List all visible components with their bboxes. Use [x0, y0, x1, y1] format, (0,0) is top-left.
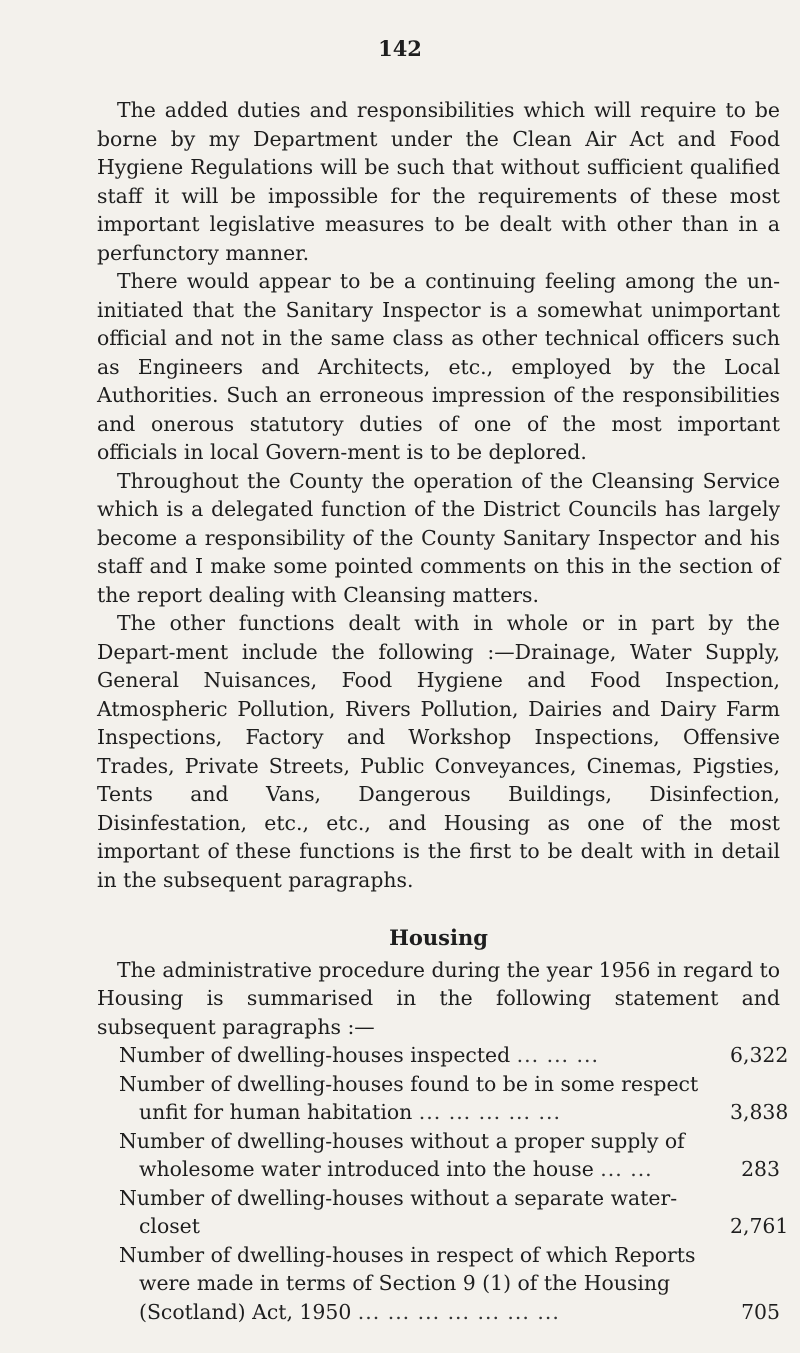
stat-row [97, 1241, 780, 1327]
stat-row [97, 1127, 780, 1184]
housing-statistics [97, 1041, 789, 1326]
document-body [97, 96, 789, 1326]
section-heading-housing: Housing [389, 925, 488, 950]
stat-row [97, 1184, 789, 1241]
stat-label: Number of dwelling-houses without a proper supply of wholesome water introduced into the house [119, 1128, 685, 1181]
dot-leader: ... ... ... ... ... [418, 1100, 561, 1124]
paragraph-cleansing-service: Throughout the County the operation of the Cleansing Service which is a delegated function of the District Councils has largely become a responsibility of the County Sanitary Inspector and his staff and I make some pointed comments on this in the section of the report dealing with Cleansing matters. [97, 468, 780, 607]
stat-label: Number of dwelling-houses in respect of which Reports were made in terms of Section 9 (1) of the Housing (Scotland) Act, 1950 [119, 1242, 696, 1324]
stat-label: Number of dwelling-houses without a separate water-closet [119, 1185, 678, 1238]
stat-row [97, 1070, 789, 1127]
page-number: 142 [378, 36, 422, 61]
paragraph-housing-intro: The administrative procedure during the year 1956 in regard to Housing is summarised in the following statement and subsequent paragraphs :— [97, 957, 780, 1039]
stat-label: Number of dwelling-houses found to be in some respect unfit for human habitation [119, 1071, 699, 1124]
stat-value: 283 [741, 1157, 780, 1181]
paragraph-other-functions: The other functions dealt with in whole or in part by the Depart-ment include the following :—Drainage, Water Supply, General Nuisances, Food Hygiene and Food Inspection, Atmospheric Pollution, Rivers Pollution, Dairies and Dairy Farm Inspections, Factory and Workshop Inspections, Offensive Trades, Private Streets, Public Conveyances, Cinemas, Pigsties, Tents and Vans, Dangerous Buildings, Disinfection, Disinfestation, etc., etc., and Housing as one of the most important of these functions is the first to be dealt with in detail in the subsequent paragraphs. [97, 611, 780, 892]
dot-leader: ... ... ... ... ... ... ... [357, 1299, 560, 1324]
paragraph-sanitary-inspector: There would appear to be a continuing feeling among the un-initiated that the Sanitary Inspector is a somewhat unimportant official and not in the same class as other technical officers such as Engineers and Architects, etc., employed by the Local Authorities. Such an erroneous impression of the responsibilities and onerous statutory duties of one of the most important officials in local Govern-ment is to be deplored. [97, 269, 780, 464]
dot-leader: ... ... [600, 1157, 653, 1181]
stat-value: 3,838 [730, 1100, 789, 1124]
stat-row [97, 1041, 789, 1070]
dot-leader: ... ... ... [516, 1043, 599, 1067]
stat-value: 705 [741, 1299, 780, 1324]
stat-label: Number of dwelling-houses inspected [119, 1043, 511, 1067]
stat-value: 6,322 [730, 1043, 789, 1067]
stat-value: 2,761 [730, 1214, 789, 1238]
paragraph-staffing: The added duties and responsibilities which will require to be borne by my Department under the Clean Air Act and Food Hygiene Regulations will be such that without sufficient qualified staff it will be impossible for the requirements of these most important legislative measures to be dealt with other than in a perfunctory manner. [97, 98, 780, 265]
